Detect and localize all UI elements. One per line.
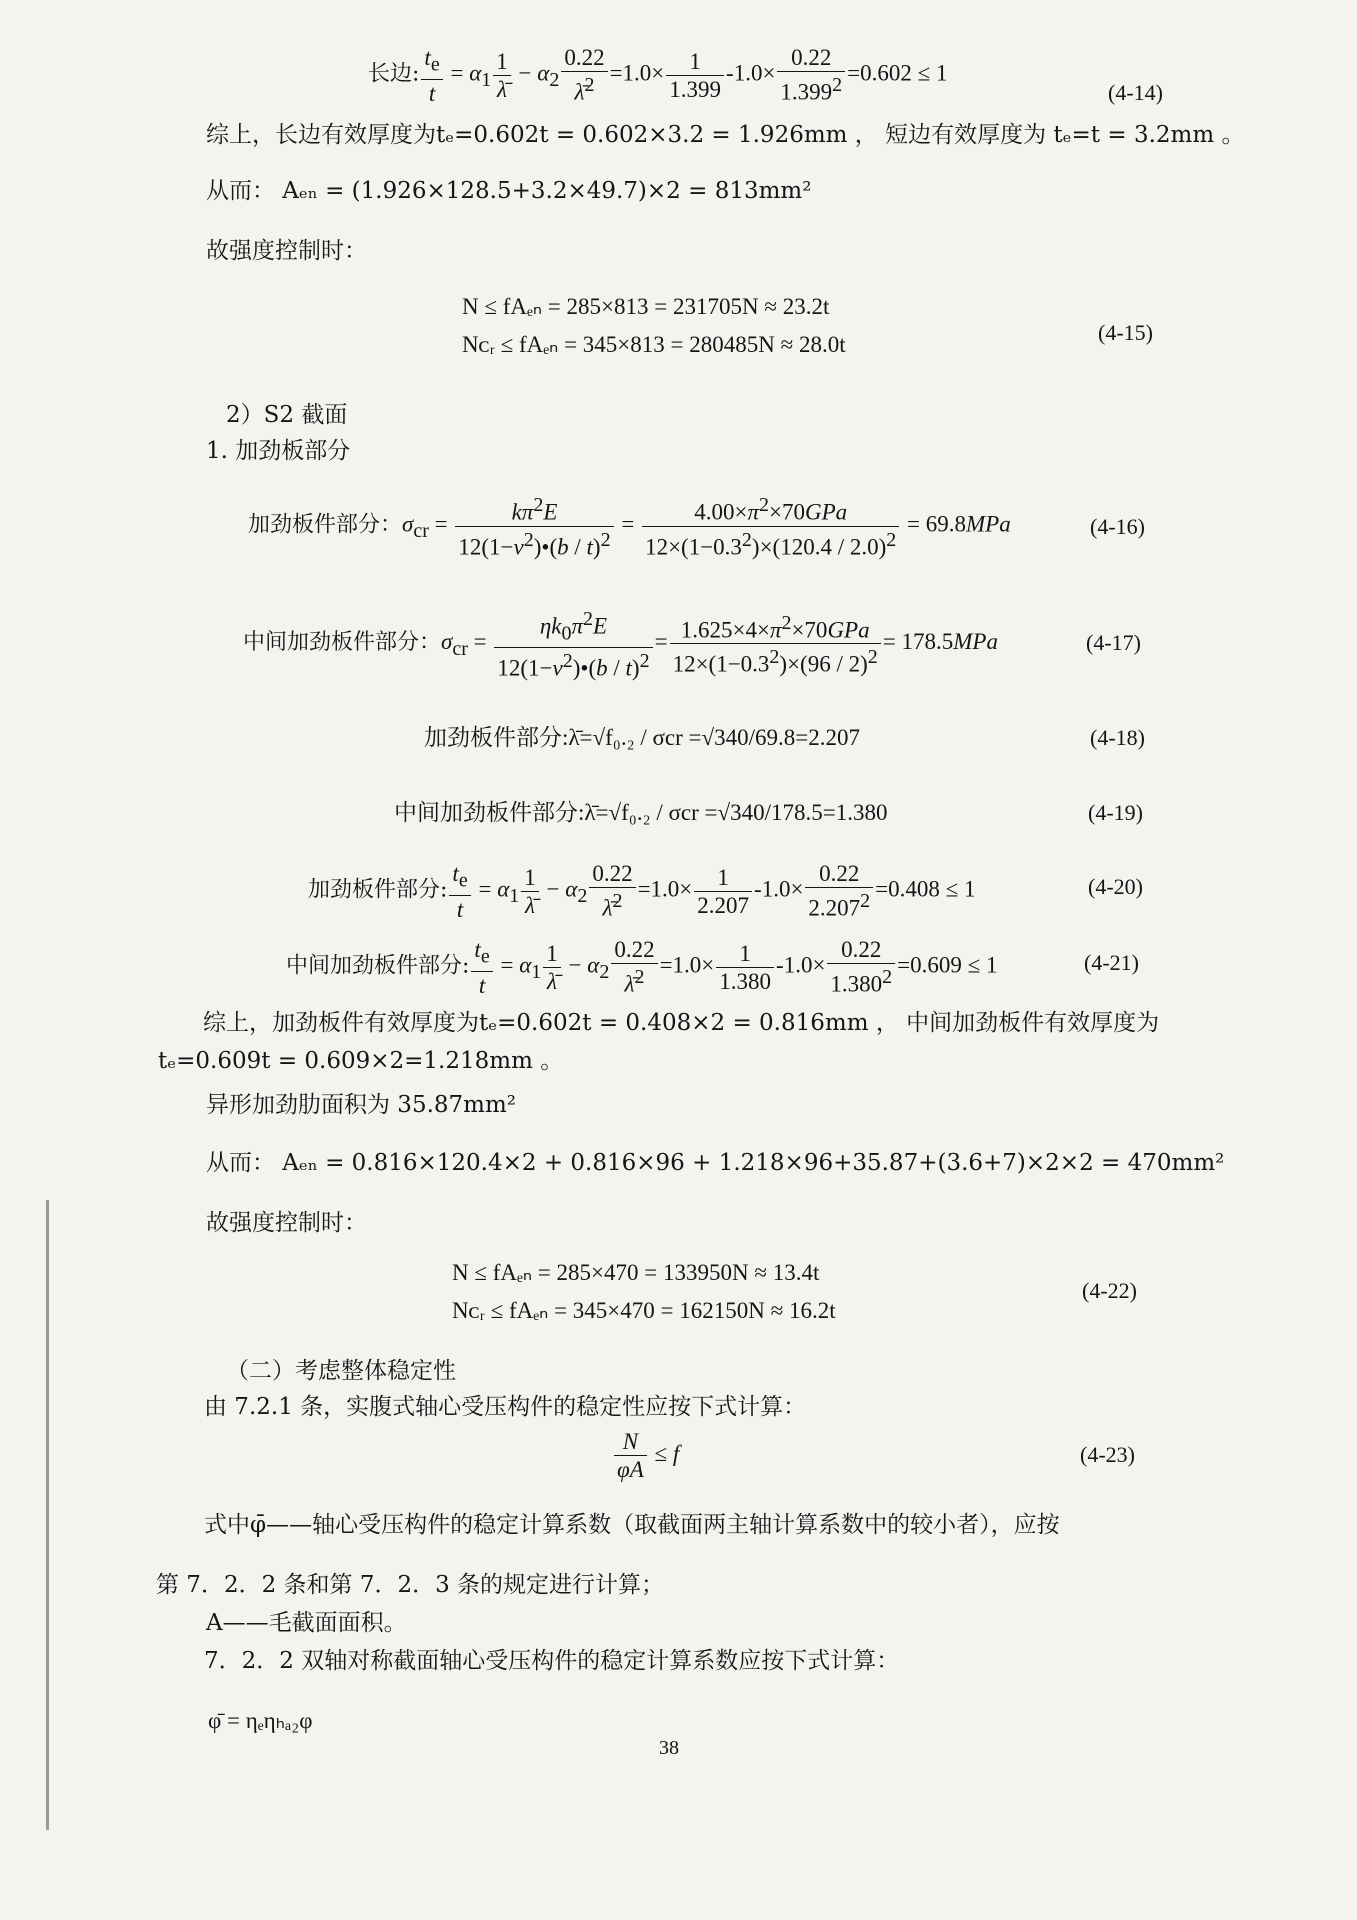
equation-4-22-line1: N ≤ fAₑₙ = 285×470 = 133950N ≈ 13.4t	[452, 1260, 820, 1285]
equation-4-16: 加劲板件部分：$\sigma_{cr}$ = $\frac{k\pi^2E}{12(1-v^2)•(b / t)^2}$ = $\frac{4.00\times\pi^2\times 70GPa}{12\times(1-0.3^2)\times(120.4 / 2.0)^2}$ = 69.8MPa	[248, 494, 1011, 560]
text-line: 故强度控制时：	[206, 238, 367, 264]
text-line: 7．2．2 双轴对称截面轴心受压构件的稳定计算系数应按下式计算：	[204, 1648, 900, 1674]
equation-number: (4-21)	[1084, 950, 1139, 975]
equation-4-21: 中间加劲板件部分: $\frac{t_e}{t}$ = $\alpha_1$ $\frac{1}{\lambdā}$ − $\alpha_2$ $\frac{0.22}{\lambdā^2}$ =1.0× $\frac{1}{1.380}$ -1.0× $\frac{0.22}{1.380^2}$ =0.609 ≤ 1	[286, 937, 998, 998]
text-line: 异形加劲肋面积为 35.87mm²	[206, 1092, 516, 1118]
text-line: 式中φ̄——轴心受压构件的稳定计算系数（取截面两主轴计算系数中的较小者），应按	[204, 1512, 1060, 1538]
section-heading: 2）S2 截面	[226, 402, 348, 428]
page-edge-line	[46, 1200, 49, 1830]
text-line: 从而： Aₑₙ = (1.926×128.5+3.2×49.7)×2 = 813mm²	[206, 178, 812, 204]
text-line: 第 7．2．2 条和第 7．2．3 条的规定进行计算；	[156, 1572, 665, 1598]
equation-4-20: 加劲板件部分: $\frac{t_e}{t}$ = $\alpha_1$ $\frac{1}{\lambdā}$ − $\alpha_2$ $\frac{0.22}{\lambdā^2}$ =1.0× $\frac{1}{2.207}$ -1.0× $\frac{0.22}{2.207^2}$ =0.408 ≤ 1	[308, 861, 976, 922]
equation-number: (4-15)	[1098, 320, 1153, 345]
page-number: 38	[659, 1737, 679, 1759]
equation-4-14: 长边: $\frac{t_e}{t}$ = $\alpha_1$ $\frac{1}{\lambdā}$ − $\alpha_2$ $\frac{0.22}{\lambdā^2}$ =1.0× $\frac{1}{1.399}$ -1.0× $\frac{0.22}{1.399^2}$ =0.602 ≤ 1	[368, 45, 948, 106]
text-line: 从而： Aₑₙ = 0.816×120.4×2 + 0.816×96 + 1.218×96+35.87+(3.6+7)×2×2 = 470mm²	[206, 1150, 1225, 1176]
equation-4-15-line1: N ≤ fAₑₙ = 285×813 = 231705N ≈ 23.2t	[462, 294, 830, 319]
section-heading: （二）考虑整体稳定性	[226, 1358, 456, 1384]
equation-4-19: 中间加劲板件部分:λ̄=√f₀.₂ / σcr =√340/178.5=1.380	[394, 800, 888, 825]
text-line: 故强度控制时：	[206, 1210, 367, 1236]
equation-4-22-line2: Nᴄᵣ ≤ fAₑₙ = 345×470 = 162150N ≈ 16.2t	[452, 1298, 836, 1323]
text-line: A——毛截面面积。	[206, 1610, 407, 1636]
text-line: tₑ=0.609t = 0.609×2=1.218mm 。	[158, 1048, 564, 1074]
equation-number: (4-14)	[1108, 80, 1163, 105]
equation-number: (4-18)	[1090, 725, 1145, 750]
equation-4-17: 中间加劲板件部分：$\sigma_{cr}$ = $\frac{\eta k_0\pi^2E}{12(1-v^2)•(b / t)^2}$ = $\frac{1.625\times 4\times\pi^2\times 70GPa}{12\times(1-0.3^2)\times(96 / 2)^2}$ = 178.5MPa	[243, 608, 998, 681]
text-line: 综上，长边有效厚度为tₑ=0.602t = 0.602×3.2 = 1.926mm ， 短边有效厚度为 tₑ=t = 3.2mm 。	[206, 122, 1245, 148]
equation-number: (4-19)	[1088, 800, 1143, 825]
equation-number: (4-20)	[1088, 874, 1143, 899]
equation-phi: φ̄ = ηₑηₕₐ₂φ	[208, 1708, 313, 1733]
text-line: 由 7.2.1 条，实腹式轴心受压构件的稳定性应按下式计算：	[204, 1394, 807, 1420]
equation-number: (4-16)	[1090, 514, 1145, 539]
equation-number: (4-23)	[1080, 1442, 1135, 1467]
section-subheading: 1. 加劲板部分	[206, 438, 351, 464]
text-line: 综上，加劲板件有效厚度为tₑ=0.602t = 0.408×2 = 0.816mm ， 中间加劲板件有效厚度为	[203, 1010, 1160, 1036]
equation-number: (4-22)	[1082, 1278, 1137, 1303]
equation-4-15-line2: Nᴄᵣ ≤ fAₑₙ = 345×813 = 280485N ≈ 28.0t	[462, 332, 846, 357]
equation-number: (4-17)	[1086, 630, 1141, 655]
equation-4-18: 加劲板件部分:λ̄=√f₀.₂ / σcr =√340/69.8=2.207	[424, 725, 860, 750]
equation-4-23: $\frac{N}{\varphi A}$ ≤ f	[612, 1428, 679, 1483]
